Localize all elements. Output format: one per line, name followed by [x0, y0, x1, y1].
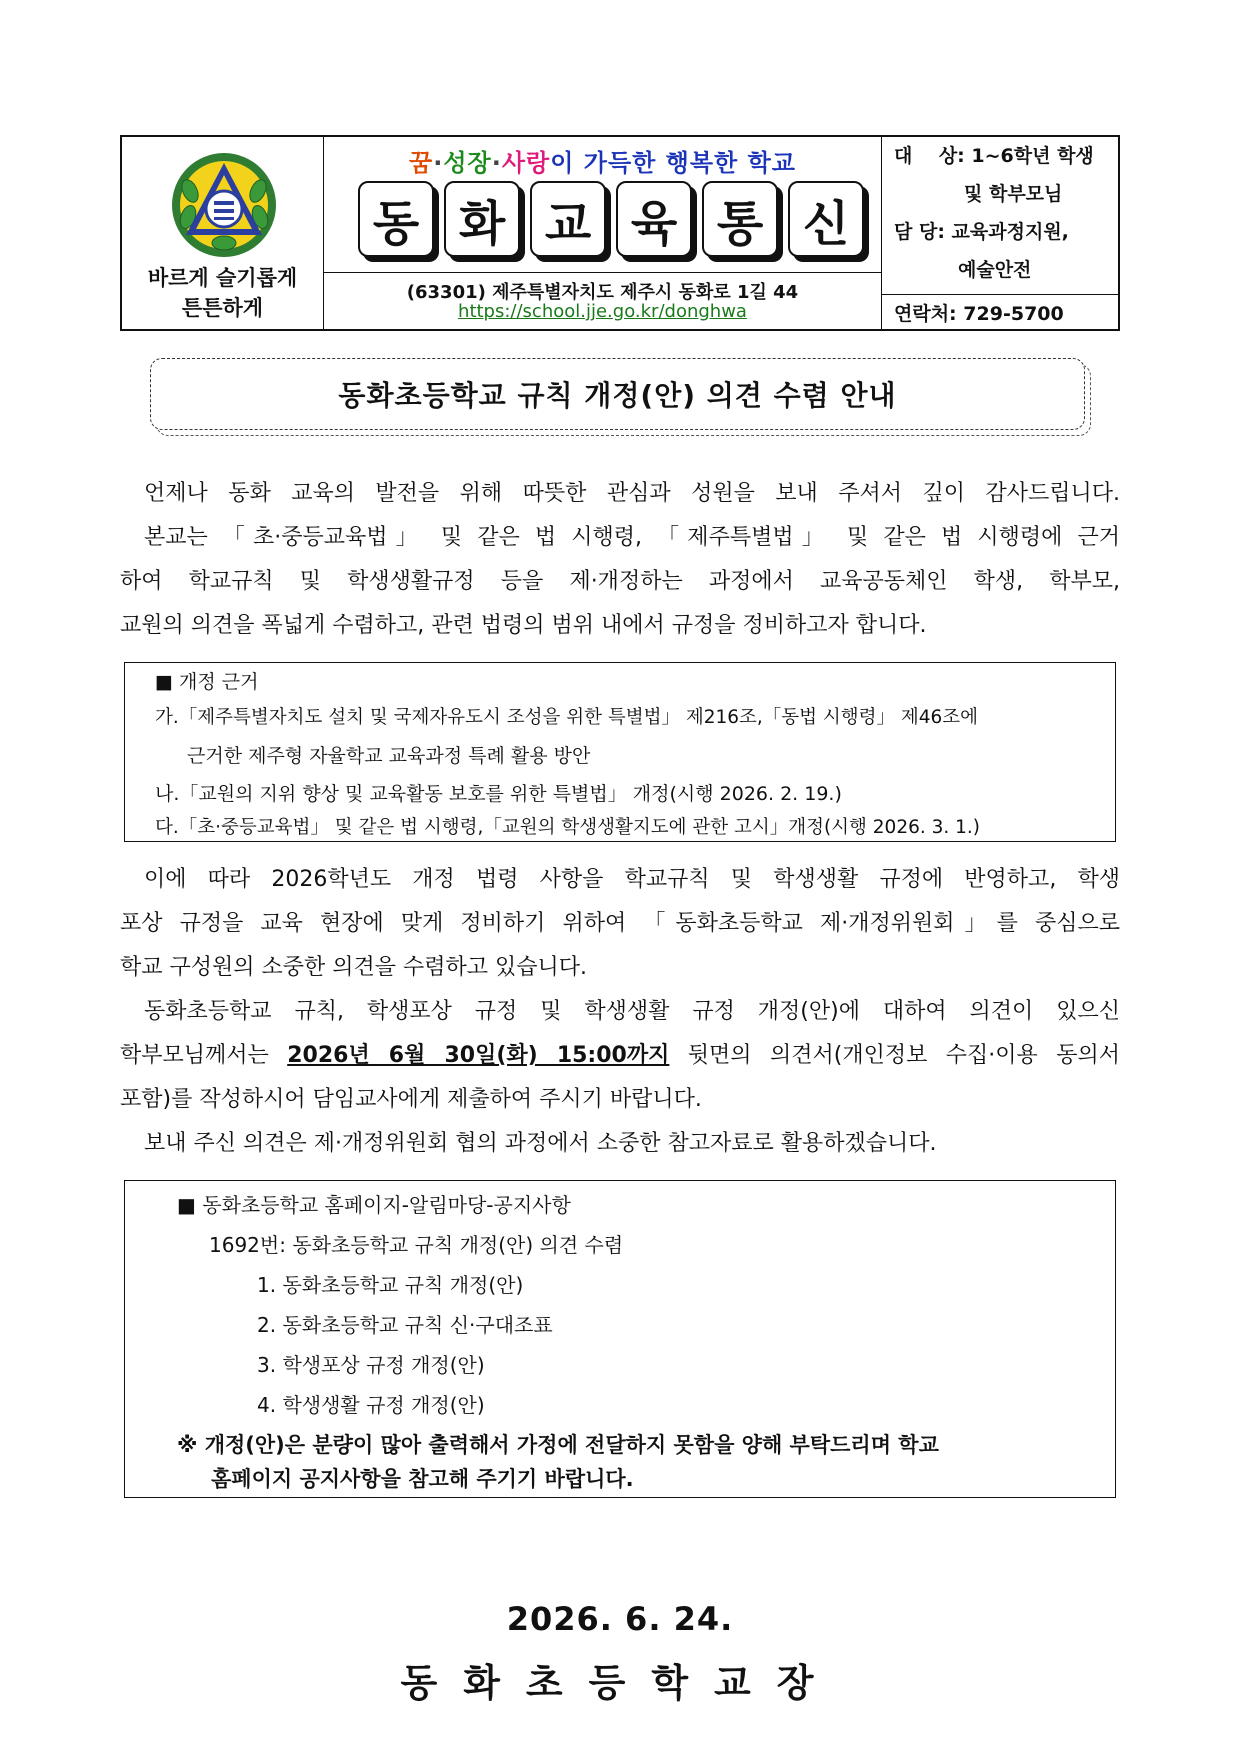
title-tile: 동 — [358, 181, 434, 257]
newsletter-masthead — [324, 137, 882, 329]
intro-paragraph: 언제나 동화 교육의 발전을 위해 따뜻한 관심과 성원을 보내 주셔서 깊이 감사드립니다. 본교는 「초·중등교육법」 및 같은 법 시행령, 「제주특별법」 및 같은 법 시행령에 근거 하여 학교규칙 및 학생생활규정 등을 제·개정하는 과정에서 교육공동체인 학생, 학부모, 교원의 의견을 폭넓게 수렴하고, 관련 법령의 범위 내에서 규정을 정비하고자 합니다. — [120, 481, 1120, 638]
manager-row: 담 당: 교육과정지원, — [894, 221, 1069, 243]
body-paragraph: 이에 따라 2026학년도 개정 법령 사항을 학교규칙 및 학생생활 규정에 반영하고, 학생 포상 규정을 교육 현장에 맞게 정비하기 위하여 「동화초등학교 제·개정위원회」를 중심으로 학교 구성원의 소중한 의견을 수렴하고 있습니다. 동화초등학교 규칙, 학생포상 규정 및 학생생활 규정 개정(안)에 대하여 의견이 있으신 학부모님께서는 2026년 6월 30일(화) 15:00까지 뒷면의 의견서(개인정보 수집·이용 동의서 포함)를 작성하시어 담임교사에게 제출하여 주시기 바랍니다. 보내 주신 의견은 제·개정위원회 협의 과정에서 소중한 참고자료로 활용하겠습니다. — [120, 867, 1120, 1156]
title-tile: 통 — [702, 181, 778, 257]
notice-attachment-item[interactable]: 1. 동화초등학교 규칙 개정(안) — [257, 1273, 524, 1297]
target-row-2: 및 학부모님 — [964, 183, 1063, 205]
basis-item-b: 나.「교원의 지위 향상 및 교육활동 보호를 위한 특별법」 개정(시행 2026. 2. 19.) — [155, 783, 842, 805]
notice-heading: ■ 동화초등학교 홈페이지-알림마당-공지사항 — [177, 1193, 571, 1217]
title-tile: 육 — [616, 181, 692, 257]
basis-heading: ■ 개정 근거 — [155, 671, 259, 693]
notice-note: ※ 개정(안)은 분량이 많아 출력해서 가정에 전달하지 못함을 양해 부탁드리며 학교 — [177, 1433, 939, 1457]
title-tile: 화 — [444, 181, 520, 257]
manager-row-2: 예술안전 — [958, 259, 1032, 281]
school-address: (63301) 제주특별자치도 제주시 동화로 1길 44 — [406, 282, 799, 303]
school-slogan: 꿈·성장·사랑이 가득한 행복한 학교 — [409, 149, 796, 177]
notice-attachment-item[interactable]: 4. 학생생활 규정 개정(안) — [257, 1393, 485, 1417]
submission-deadline: 2026년 6월 30일(화) 15:00까지 — [287, 1043, 670, 1068]
notice-attachment-item[interactable]: 3. 학생포상 규정 개정(안) — [257, 1353, 485, 1377]
basis-item-c: 다.「초·중등교육법」 및 같은 법 시행령,「교원의 학생생활지도에 관한 고시」개정(시행 2026. 3. 1.) — [155, 817, 981, 838]
revision-basis-box — [124, 662, 1116, 842]
basis-item-a-cont: 근거한 제주형 자율학교 교육과정 특례 활용 방안 — [187, 745, 591, 767]
principal-signature: 동화초등학교장 — [400, 1661, 840, 1705]
basis-item-a: 가.「제주특별자치도 설치 및 국제자유도시 조성을 위한 특별법」 제216조,「동법 시행령」 제46조에 — [155, 707, 979, 728]
newsletter-title — [358, 181, 864, 257]
school-logo-cell — [122, 137, 324, 329]
document-title: 동화초등학교 규칙 개정(안) 의견 수렴 안내 — [150, 358, 1085, 430]
school-website-link[interactable]: https://school.jje.go.kr/donghwa — [458, 301, 747, 322]
title-tile: 교 — [530, 181, 606, 257]
notice-note-cont: 홈페이지 공지사항을 참고해 주기기 바랍니다. — [211, 1467, 634, 1491]
notice-attachment-item[interactable]: 2. 동화초등학교 규칙 신·구대조표 — [257, 1313, 553, 1337]
target-row: 대 상: 1~6학년 학생 — [894, 145, 1094, 167]
issue-date: 2026. 6. 24. — [506, 1600, 734, 1638]
divider — [882, 294, 1118, 295]
document-title-box — [150, 358, 1085, 430]
contact-row: 연락처: 729-5700 — [894, 303, 1064, 325]
newsletter-header — [120, 135, 1120, 331]
homepage-notice-box — [124, 1180, 1116, 1498]
school-motto: 바르게 슬기롭게 튼튼하게 — [147, 266, 298, 320]
title-tile: 신 — [788, 181, 864, 257]
newsletter-info — [882, 137, 1118, 329]
school-seal-icon — [170, 151, 278, 259]
divider — [324, 272, 881, 273]
notice-post-title[interactable]: 1692번: 동화초등학교 규칙 개정(안) 의견 수렴 — [209, 1233, 624, 1257]
